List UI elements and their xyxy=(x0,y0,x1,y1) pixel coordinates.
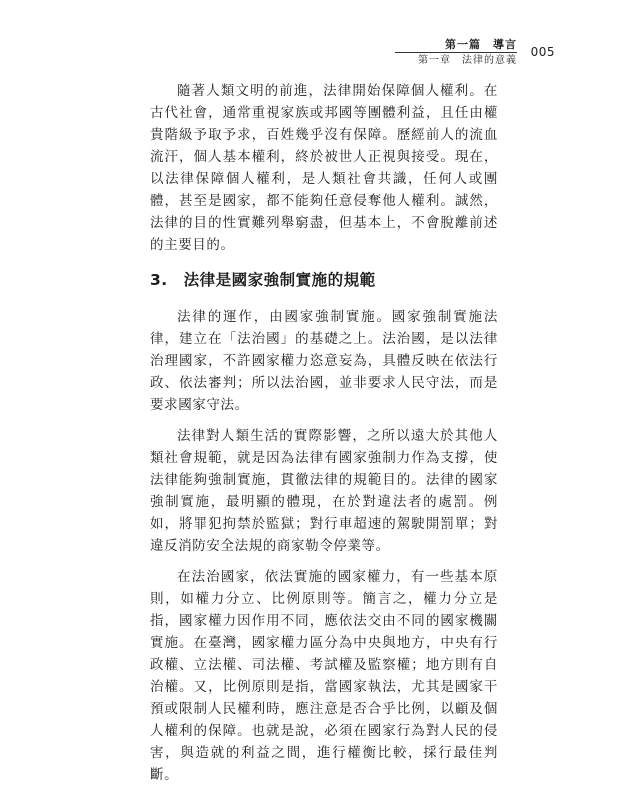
section-title: 第一章 法律的意義 xyxy=(418,55,517,66)
paragraph: 隨著人類文明的前進，法律開始保障個人權利。在古代社會，通常重視家族或邦國等團體利益，且任由權貴階級予取予求，百姓幾乎沒有保障。歷經前人的流血流汗，個人基本權利，終於被世人正視與接受。現在，以法律保障個人權利，是人類社會共識，任何人或團體，甚至是國家，都不能夠任意侵奪他人權利。誠然，法律的目的性實難列舉窮盡，但基本上，不會脫離前述的主要目的。 xyxy=(150,83,498,253)
section-heading: 3. 法律是國家強制實施的規範 xyxy=(150,271,376,289)
chapter-title: 第一篇 導言 xyxy=(445,38,517,51)
header-rule xyxy=(395,52,517,53)
paragraph: 法律對人類生活的實際影響，之所以遠大於其他人類社會規範，就是因為法律有國家強制力作為支撐，使法律能夠強制實施，貫徹法律的規範目的。法律的國家強制實施，最明顯的體現，在於對違法者的處罰。例如，將罪犯拘禁於監獄；對行車超速的駕駛開罰單；對違反消防安全法規的商家勒令停業等。 xyxy=(150,428,498,554)
running-header xyxy=(395,38,595,68)
header-titles xyxy=(445,38,517,52)
page-number: 005 xyxy=(530,45,555,59)
paragraph: 法律的運作，由國家強制實施。國家強制實施法律，建立在「法治國」的基礎之上。法治國，是以法律治理國家，不許國家權力恣意妄為，具體反映在依法行政、依法審判；所以法治國，並非要求人民守法，而是要求國家守法。 xyxy=(150,309,498,413)
paragraph: 在法治國家，依法實施的國家權力，有一些基本原則，如權力分立、比例原則等。簡言之，權力分立是指，國家權力因作用不同，應依法交由不同的國家機關實施。在臺灣，國家權力區分為中央與地方，中央有行政權、立法權、司法權、考試權及監察權；地方則有自治權。又，比例原則是指，當國家執法，尤其是國家干預或限制人民權利時，應注意是否合乎比例，以顧及個人權利的保障。也就是說，必須在國家行為對人民的侵害，與造就的利益之間，進行權衡比較，採行最佳判斷。 xyxy=(150,569,498,783)
body-text xyxy=(150,80,498,795)
